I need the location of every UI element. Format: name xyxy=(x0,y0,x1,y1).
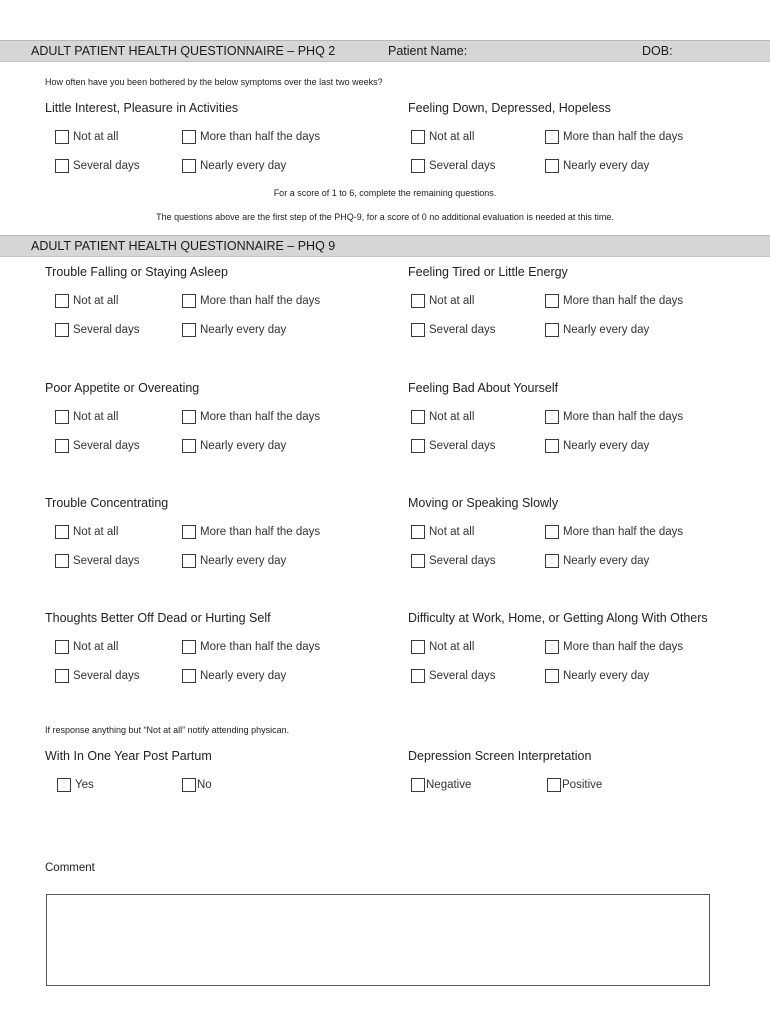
option-label: Not at all xyxy=(73,295,119,307)
checkbox[interactable] xyxy=(55,323,69,337)
checkbox[interactable] xyxy=(411,130,425,144)
option-several-days[interactable] xyxy=(411,159,495,173)
option-more-than-half[interactable] xyxy=(182,410,320,424)
option-label: Several days xyxy=(429,440,496,452)
checkbox[interactable] xyxy=(55,525,69,539)
option-more-than-half[interactable] xyxy=(545,525,683,539)
phq2-title: ADULT PATIENT HEALTH QUESTIONNAIRE – PHQ 2 xyxy=(31,44,336,58)
question-label: Thoughts Better Off Dead or Hurting Self xyxy=(45,611,271,625)
patient-name-label: Patient Name: xyxy=(388,44,468,58)
checkbox[interactable] xyxy=(55,669,69,683)
checkbox[interactable] xyxy=(182,554,196,568)
checkbox[interactable] xyxy=(55,554,69,568)
phq9-title: ADULT PATIENT HEALTH QUESTIONNAIRE – PHQ 9 xyxy=(31,239,336,253)
checkbox[interactable] xyxy=(411,554,425,568)
phq2-instruction: How often have you been bothered by the below symptoms over the last two weeks? xyxy=(45,77,383,87)
option-several-days[interactable] xyxy=(55,439,139,453)
option-label: Nearly every day xyxy=(200,555,287,567)
checkbox[interactable] xyxy=(55,410,69,424)
option-nearly-every-day[interactable] xyxy=(545,159,649,173)
option-several-days[interactable] xyxy=(411,554,495,568)
comment-label: Comment xyxy=(45,862,95,874)
checkbox[interactable] xyxy=(182,669,196,683)
option-label: Not at all xyxy=(429,526,475,538)
option-several-days[interactable] xyxy=(55,554,139,568)
option-more-than-half[interactable] xyxy=(182,130,320,144)
option-label: More than half the days xyxy=(200,526,321,538)
option-nearly-every-day[interactable] xyxy=(545,554,649,568)
checkbox[interactable] xyxy=(545,159,559,173)
option-label: Yes xyxy=(75,779,94,791)
option-label: More than half the days xyxy=(563,411,684,423)
option-label: More than half the days xyxy=(563,131,684,143)
option-label: Positive xyxy=(562,779,603,791)
option-nearly-every-day[interactable] xyxy=(182,554,286,568)
checkbox[interactable] xyxy=(545,669,559,683)
option-label: Not at all xyxy=(429,411,475,423)
checkbox[interactable] xyxy=(182,159,196,173)
option-not-at-all[interactable] xyxy=(411,294,474,308)
question-label: Feeling Down, Depressed, Hopeless xyxy=(408,101,611,115)
option-label: Not at all xyxy=(429,295,475,307)
checkbox[interactable] xyxy=(55,130,69,144)
option-not-at-all[interactable] xyxy=(55,130,118,144)
option-label: More than half the days xyxy=(563,641,684,653)
checkbox[interactable] xyxy=(411,669,425,683)
option-no[interactable] xyxy=(182,778,212,792)
option-label: Nearly every day xyxy=(563,670,650,682)
checkbox[interactable] xyxy=(182,294,196,308)
question-label: Feeling Tired or Little Energy xyxy=(408,265,568,279)
option-label: Not at all xyxy=(73,411,119,423)
option-label: Not at all xyxy=(73,526,119,538)
option-several-days[interactable] xyxy=(411,323,495,337)
option-several-days[interactable] xyxy=(411,669,495,683)
question-label: Poor Appetite or Overeating xyxy=(45,381,200,395)
first-step-note: The questions above are the first step of the PHQ-9, for a score of 0 no additional evaluation is needed at this time. xyxy=(156,212,614,222)
checkbox[interactable] xyxy=(545,439,559,453)
option-label: Several days xyxy=(429,555,496,567)
checkbox[interactable] xyxy=(411,410,425,424)
option-negative[interactable] xyxy=(411,778,471,792)
checkbox[interactable] xyxy=(545,525,559,539)
option-label: Nearly every day xyxy=(200,160,287,172)
question-label: Difficulty at Work, Home, or Getting Along With Others xyxy=(408,611,708,625)
checkbox[interactable] xyxy=(55,439,69,453)
option-positive[interactable] xyxy=(547,778,602,792)
score-note: For a score of 1 to 6, complete the remaining questions. xyxy=(273,188,497,198)
question-label: Trouble Concentrating xyxy=(45,496,169,510)
option-label: Not at all xyxy=(73,131,119,143)
option-label: More than half the days xyxy=(200,411,321,423)
option-label: Several days xyxy=(429,324,496,336)
checkbox[interactable] xyxy=(545,323,559,337)
comment-box[interactable] xyxy=(46,894,710,986)
checkbox[interactable] xyxy=(411,525,425,539)
option-label: Several days xyxy=(73,440,140,452)
postpartum-label: With In One Year Post Partum xyxy=(45,749,212,763)
option-more-than-half[interactable] xyxy=(182,525,320,539)
dob-label: DOB: xyxy=(642,44,673,58)
option-nearly-every-day[interactable] xyxy=(182,669,286,683)
checkbox[interactable] xyxy=(57,778,71,792)
option-not-at-all[interactable] xyxy=(55,640,118,654)
checkbox[interactable] xyxy=(411,439,425,453)
option-label: Nearly every day xyxy=(200,324,287,336)
option-label: Nearly every day xyxy=(563,324,650,336)
option-more-than-half[interactable] xyxy=(182,640,320,654)
checkbox[interactable] xyxy=(411,294,425,308)
option-nearly-every-day[interactable] xyxy=(545,439,649,453)
option-label: No xyxy=(197,779,212,791)
option-label: Nearly every day xyxy=(200,670,287,682)
question-label: Moving or Speaking Slowly xyxy=(408,496,559,510)
option-more-than-half[interactable] xyxy=(182,294,320,308)
phq9-header xyxy=(0,235,770,257)
option-nearly-every-day[interactable] xyxy=(182,159,286,173)
option-not-at-all[interactable] xyxy=(411,410,474,424)
option-nearly-every-day[interactable] xyxy=(545,323,649,337)
option-label: More than half the days xyxy=(563,295,684,307)
option-label: Negative xyxy=(426,779,472,791)
option-several-days[interactable] xyxy=(55,159,139,173)
option-not-at-all[interactable] xyxy=(411,130,474,144)
option-nearly-every-day[interactable] xyxy=(182,323,286,337)
option-label: Several days xyxy=(429,670,496,682)
option-label: More than half the days xyxy=(200,641,321,653)
option-several-days[interactable] xyxy=(411,439,495,453)
checkbox[interactable] xyxy=(182,410,196,424)
checkbox[interactable] xyxy=(411,323,425,337)
option-not-at-all[interactable] xyxy=(55,294,118,308)
option-label: Not at all xyxy=(73,641,119,653)
checkbox[interactable] xyxy=(182,130,196,144)
option-not-at-all[interactable] xyxy=(55,410,118,424)
option-more-than-half[interactable] xyxy=(545,130,683,144)
option-label: Nearly every day xyxy=(563,160,650,172)
checkbox[interactable] xyxy=(55,640,69,654)
checkbox[interactable] xyxy=(411,778,425,792)
option-label: Not at all xyxy=(429,131,475,143)
checkbox[interactable] xyxy=(545,640,559,654)
option-not-at-all[interactable] xyxy=(55,525,118,539)
question-label: Feeling Bad About Yourself xyxy=(408,381,559,395)
checkbox[interactable] xyxy=(411,159,425,173)
checkbox[interactable] xyxy=(182,640,196,654)
option-label: Several days xyxy=(429,160,496,172)
option-label: Nearly every day xyxy=(200,440,287,452)
checkbox[interactable] xyxy=(182,323,196,337)
option-label: Not at all xyxy=(429,641,475,653)
checkbox[interactable] xyxy=(55,294,69,308)
option-label: Several days xyxy=(73,555,140,567)
option-label: More than half the days xyxy=(200,295,321,307)
phq2-header xyxy=(0,40,770,62)
checkbox[interactable] xyxy=(182,525,196,539)
option-label: Several days xyxy=(73,160,140,172)
option-label: Nearly every day xyxy=(563,555,650,567)
interpretation-label: Depression Screen Interpretation xyxy=(408,749,592,763)
option-not-at-all[interactable] xyxy=(411,525,474,539)
checkbox[interactable] xyxy=(411,640,425,654)
option-more-than-half[interactable] xyxy=(545,640,683,654)
checkbox[interactable] xyxy=(182,778,196,792)
notify-note: If response anything but “Not at all” notify attending physican. xyxy=(45,725,290,735)
question-label: Little Interest, Pleasure in Activities xyxy=(45,101,239,115)
option-several-days[interactable] xyxy=(55,669,139,683)
question-label: Trouble Falling or Staying Asleep xyxy=(45,265,228,279)
checkbox[interactable] xyxy=(545,410,559,424)
option-label: More than half the days xyxy=(563,526,684,538)
option-label: More than half the days xyxy=(200,131,321,143)
option-label: Several days xyxy=(73,670,140,682)
checkbox[interactable] xyxy=(545,294,559,308)
option-label: Several days xyxy=(73,324,140,336)
option-several-days[interactable] xyxy=(55,323,139,337)
option-not-at-all[interactable] xyxy=(411,640,474,654)
checkbox[interactable] xyxy=(182,439,196,453)
checkbox[interactable] xyxy=(55,159,69,173)
option-yes[interactable] xyxy=(57,778,94,792)
option-label: Nearly every day xyxy=(563,440,650,452)
option-nearly-every-day[interactable] xyxy=(182,439,286,453)
option-more-than-half[interactable] xyxy=(545,410,683,424)
checkbox[interactable] xyxy=(547,778,561,792)
checkbox[interactable] xyxy=(545,554,559,568)
checkbox[interactable] xyxy=(545,130,559,144)
option-more-than-half[interactable] xyxy=(545,294,683,308)
option-nearly-every-day[interactable] xyxy=(545,669,649,683)
